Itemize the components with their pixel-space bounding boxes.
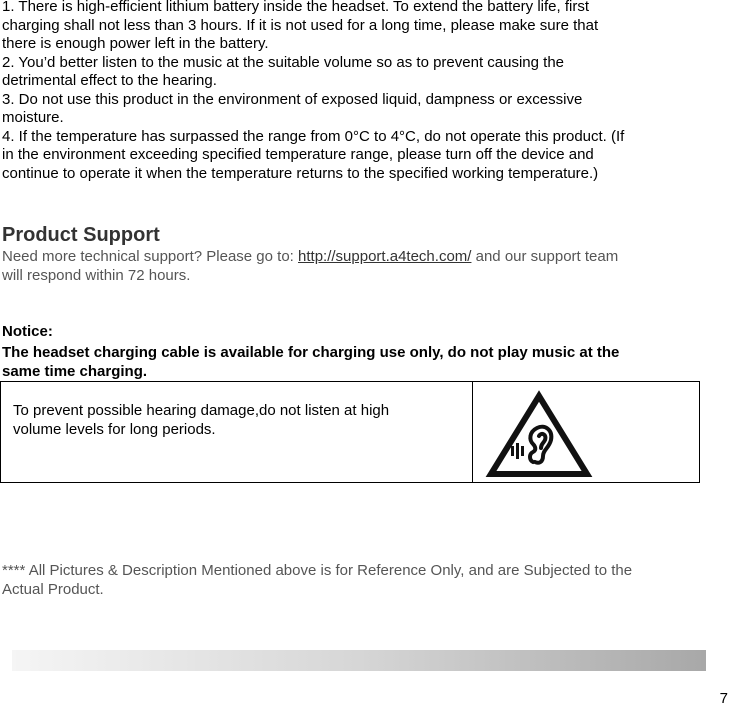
warning-table [0, 381, 700, 483]
safety-line: 3. Do not use this product in the environment of exposed liquid, dampness or excessive [2, 90, 583, 108]
notice-text [2, 344, 722, 381]
safety-line: 2. You’d better listen to the music at the suitable volume so as to prevent causing the [2, 53, 565, 71]
warning-line: To prevent possible hearing damage,do not listen at high [13, 402, 390, 419]
support-link[interactable]: http://support.a4tech.com/ [298, 248, 472, 265]
safety-line: charging shall not less than 3 hours. If it is not used for a long time, please make sure that [2, 16, 599, 34]
support-text-before: Need more technical support? Please go to: [2, 248, 299, 265]
warning-text-cell [1, 382, 473, 482]
page-number: 7 [719, 690, 728, 707]
support-text-line2: will respond within 72 hours. [2, 266, 191, 284]
warning-line: volume levels for long periods. [13, 420, 216, 438]
safety-line: detrimental effect to the hearing. [2, 72, 217, 89]
support-text [2, 248, 722, 285]
disclaimer-line: Actual Product. [2, 580, 104, 598]
support-title: Product Support [2, 224, 160, 246]
safety-line: there is enough power left in the battery. [2, 35, 269, 52]
footer-gradient-bar [12, 650, 706, 671]
safety-line: in the environment exceeding specified temperature range, please turn off the device and [2, 146, 594, 163]
disclaimer-line: **** All Pictures & Description Mentioned above is for Reference Only, and are Subjected to the [2, 562, 633, 579]
notice-line: The headset charging cable is available for charging use only, do not play music at the [2, 344, 620, 361]
safety-line: moisture. [2, 109, 64, 126]
safety-line: continue to operate it when the temperature returns to the specified working temperature.) [2, 164, 599, 182]
disclaimer [2, 562, 722, 599]
hearing-damage-warning-icon [485, 390, 593, 478]
warning-icon-cell [473, 382, 699, 482]
notice-line: same time charging. [2, 362, 148, 380]
safety-line: 1. There is high-efficient lithium battery inside the headset. To extend the battery life, first [2, 0, 589, 15]
notice-heading: Notice: [2, 323, 53, 340]
safety-line: 4. If the temperature has surpassed the range from 0°C to 4°C, do not operate this product. (If [2, 127, 625, 145]
safety-notes [2, 0, 722, 183]
support-text-after: and our support team [471, 248, 619, 265]
